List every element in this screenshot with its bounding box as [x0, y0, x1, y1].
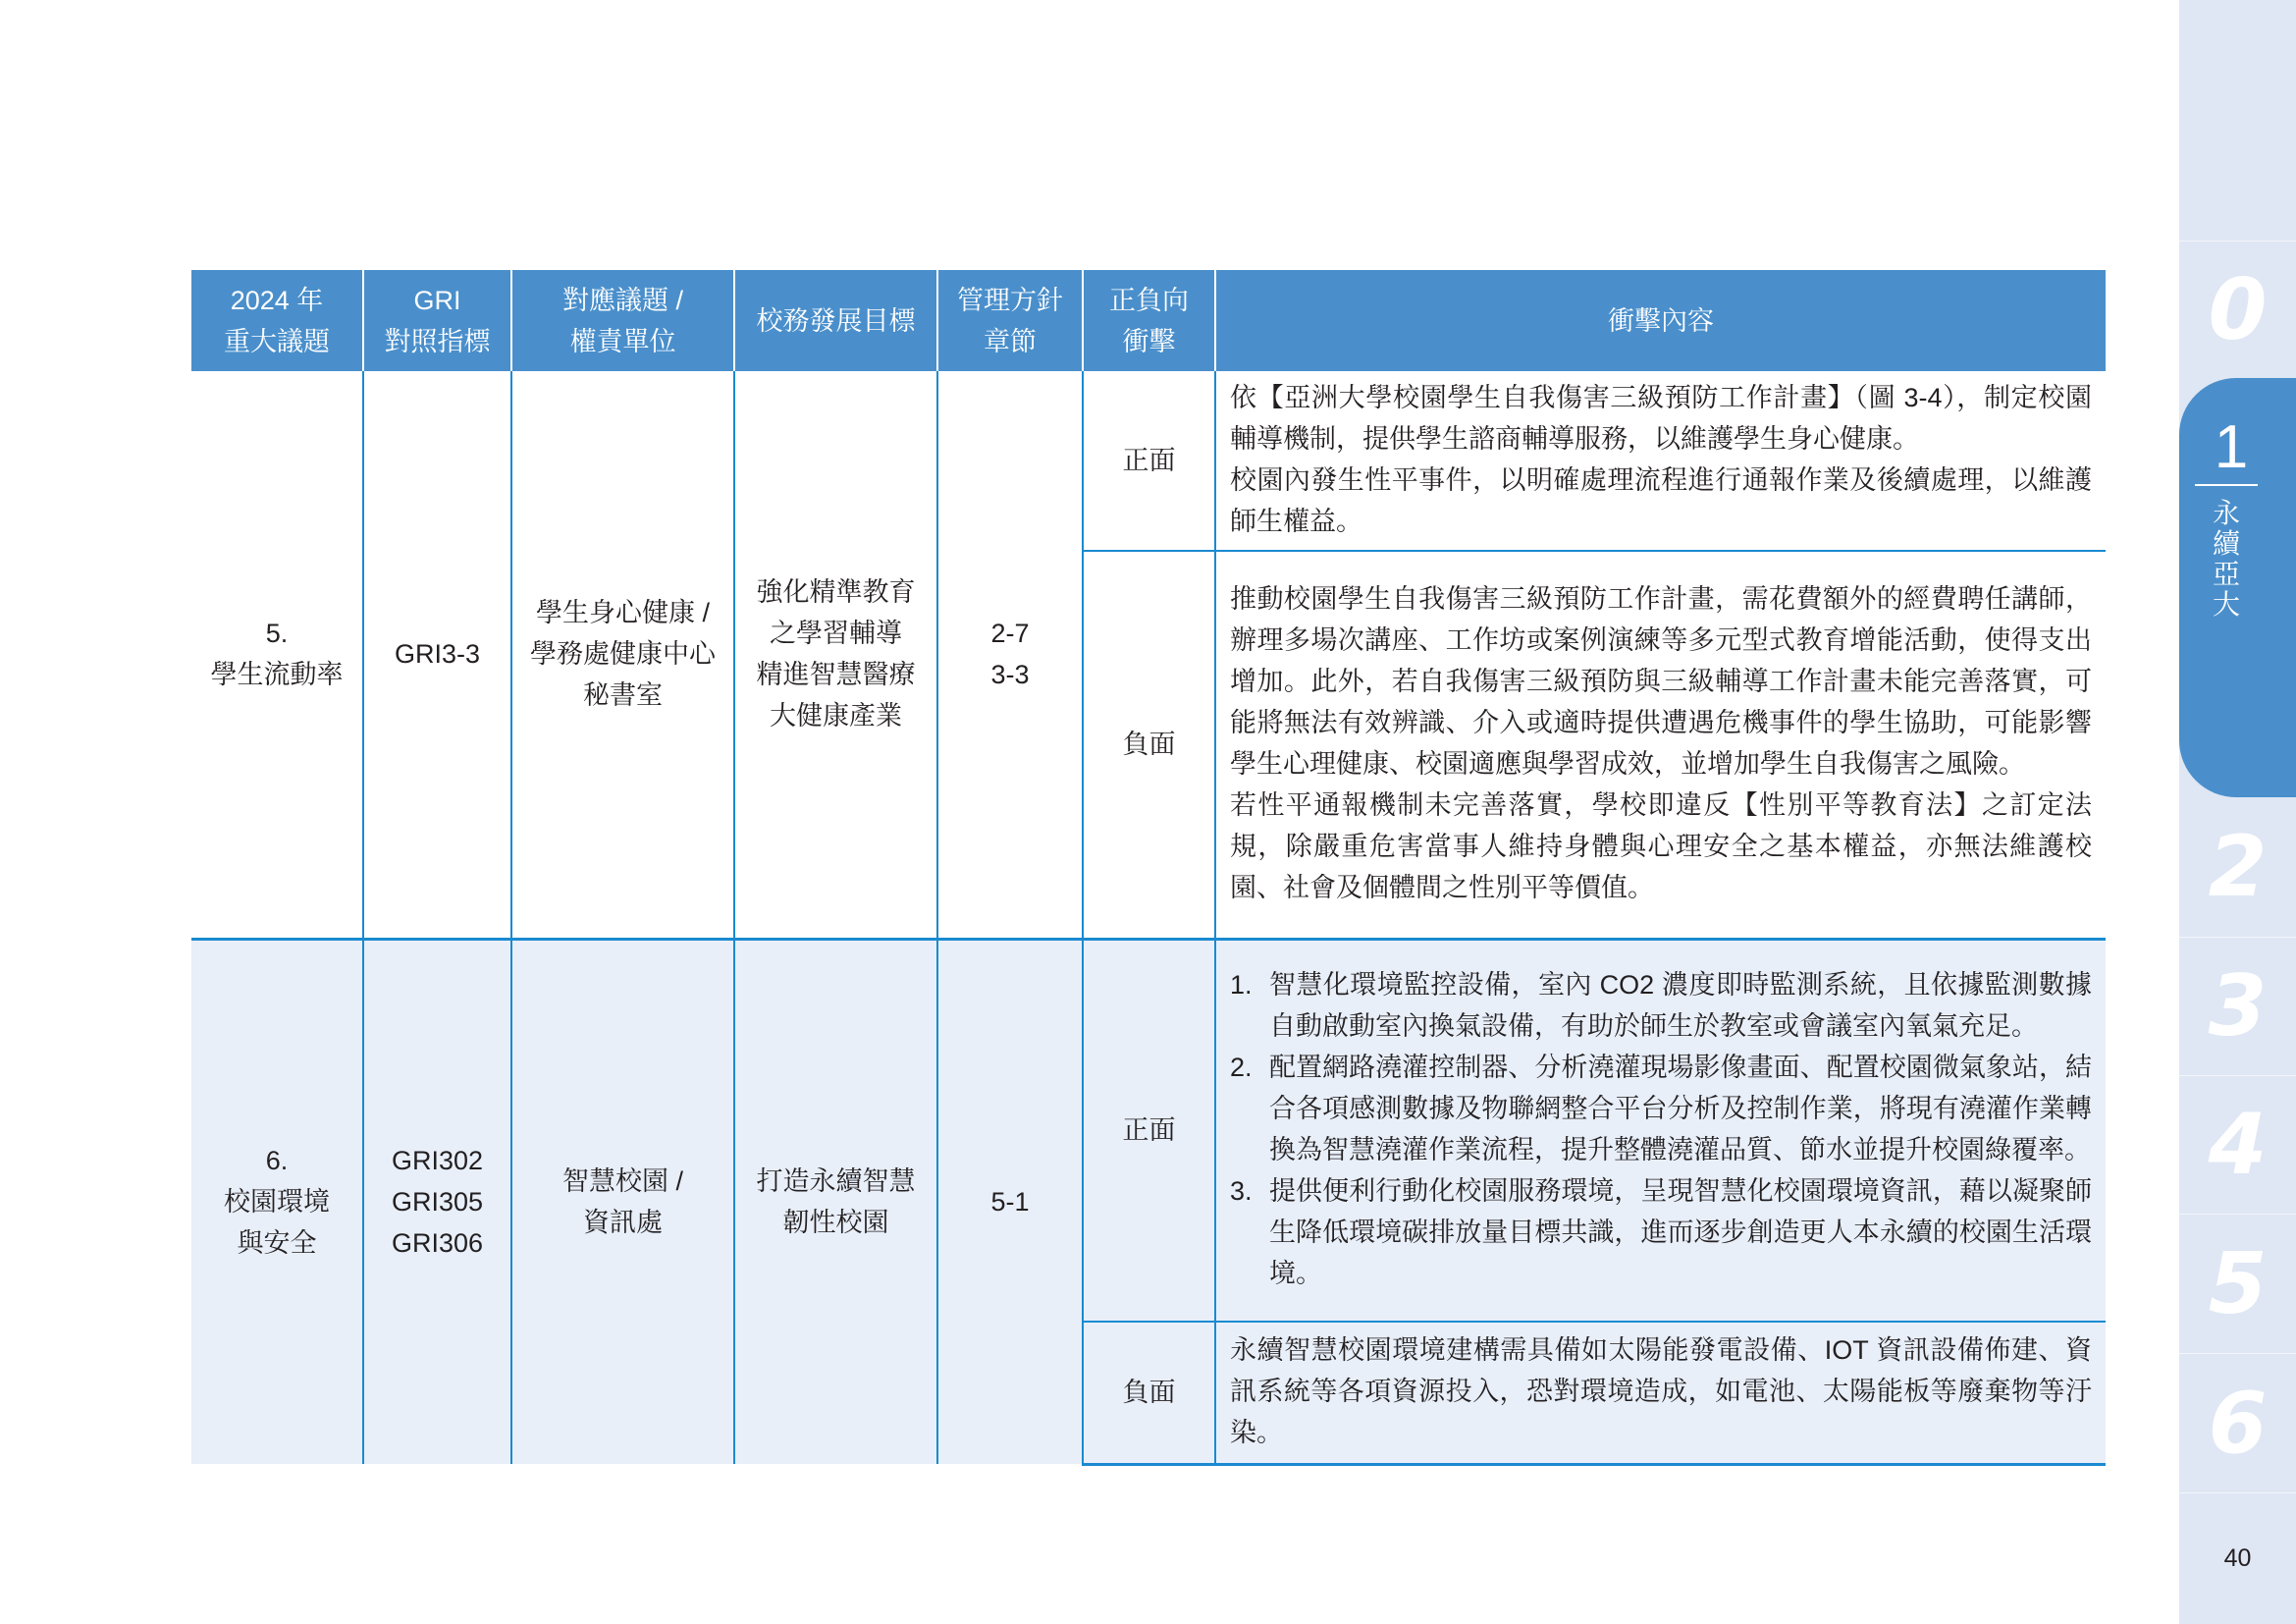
table-row	[191, 371, 2106, 551]
impact-content-positive: 依【亞洲大學校園學生自我傷害三級預防工作計畫】（圖 3-4），制定校園輔導機制，提供學生諮商輔導服務，以維護學生身心健康。 校園內發生性平事件，以明確處理流程進行通報作業及後續處理，以維護師生權益。	[1215, 371, 2106, 551]
issue-cell: 6. 校園環境 與安全	[191, 939, 363, 1464]
impact-content-positive	[1215, 939, 2106, 1322]
list-item: 3. 提供便利行動化校園服務環境，呈現智慧化校園環境資訊，藉以凝聚師生降低環境碳排放量目標共識，進而逐步創造更人本永續的校園生活環境。	[1230, 1176, 2092, 1289]
issue-cell: 5. 學生流動率	[191, 371, 363, 939]
chapter-cell: 5-1	[937, 939, 1083, 1464]
gri-cell: GRI302 GRI305 GRI306	[363, 939, 511, 1464]
impact-content-negative: 推動校園學生自我傷害三級預防工作計畫，需花費額外的經費聘任講師，辦理多場次講座、工作坊或案例演練等多元型式教育增能活動，使得支出增加。此外，若自我傷害三級預防與三級輔導工作計畫未能完善落實，可能將無法有效辨識、介入或適時提供遭遇危機事件的學生協助，可能影響學生心理健康、校園適應與學習成效，並增加學生自我傷害之風險。 若性平通報機制未完善落實，學校即違反【性別平等教育法】之訂定法規，除嚴重危害當事人維持身體與心理安全之基本權益，亦無法維護校園、社會及個體間之性別平等價值。	[1215, 551, 2106, 939]
impact-type-positive: 正面	[1083, 939, 1215, 1322]
gri-cell: GRI3-3	[363, 371, 511, 939]
topic-unit-cell: 智慧校園 / 資訊處	[511, 939, 734, 1464]
chapter-title: 永續亞大	[2212, 498, 2240, 620]
page-number: 40	[2179, 1492, 2296, 1624]
header-impact-type: 正負向 衝擊	[1083, 270, 1215, 371]
chapter-tab-5[interactable]: 5	[2179, 1214, 2296, 1353]
list-item: 2. 配置網路澆灌控制器、分析澆灌現場影像畫面、配置校園微氣象站，結合各項感測數據及物聯網整合平台分析及控制作業，將現有澆灌作業轉換為智慧澆灌作業流程，提升整體澆灌品質、節水並提升校園綠覆率。	[1230, 1053, 2092, 1165]
chapter-tab-0[interactable]: 0	[2179, 241, 2296, 378]
list-item: 1. 智慧化環境監控設備，室內 CO2 濃度即時監測系統，且依據監測數據自動啟動室內換氣設備，有助於師生於教室或會議室內氧氣充足。	[1230, 970, 2092, 1042]
header-gri: GRI 對照指標	[363, 270, 511, 371]
chapter-tab-3[interactable]: 3	[2179, 937, 2296, 1075]
header-impact-content: 衝擊內容	[1215, 270, 2106, 371]
impact-content-negative: 永續智慧校園環境建構需具備如太陽能發電設備、IOT 資訊設備佈建、資訊系統等各項資源投入，恐對環境造成，如電池、太陽能板等廢棄物等汙染。	[1215, 1322, 2106, 1464]
header-chapter: 管理方針 章節	[937, 270, 1083, 371]
chapter-cell: 2-7 3-3	[937, 371, 1083, 939]
chapter-tab-2[interactable]: 2	[2208, 818, 2268, 916]
header-school-goal: 校務發展目標	[734, 270, 937, 371]
numbered-list	[1230, 964, 2092, 1294]
impact-type-positive: 正面	[1083, 371, 1215, 551]
chapter-tab-4[interactable]: 4	[2179, 1075, 2296, 1214]
header-topic-unit: 對應議題 / 權責單位	[511, 270, 734, 371]
chapter-sidebar	[2179, 0, 2296, 1624]
materiality-impact-table	[191, 270, 2106, 1466]
divider	[2195, 484, 2258, 486]
header-issue: 2024 年 重大議題	[191, 270, 363, 371]
impact-type-negative: 負面	[1083, 551, 1215, 939]
chapter-tab-1-active[interactable]: 1 永續亞大	[2179, 378, 2296, 797]
school-goal-cell: 強化精準教育 之學習輔導 精進智慧醫療 大健康產業	[734, 371, 937, 939]
school-goal-cell: 打造永續智慧 韌性校園	[734, 939, 937, 1464]
topic-unit-cell: 學生身心健康 / 學務處健康中心 秘書室	[511, 371, 734, 939]
chapter-tab-6[interactable]: 6	[2179, 1353, 2296, 1492]
impact-type-negative: 負面	[1083, 1322, 1215, 1464]
table-row	[191, 939, 2106, 1322]
table-header-row	[191, 270, 2106, 371]
